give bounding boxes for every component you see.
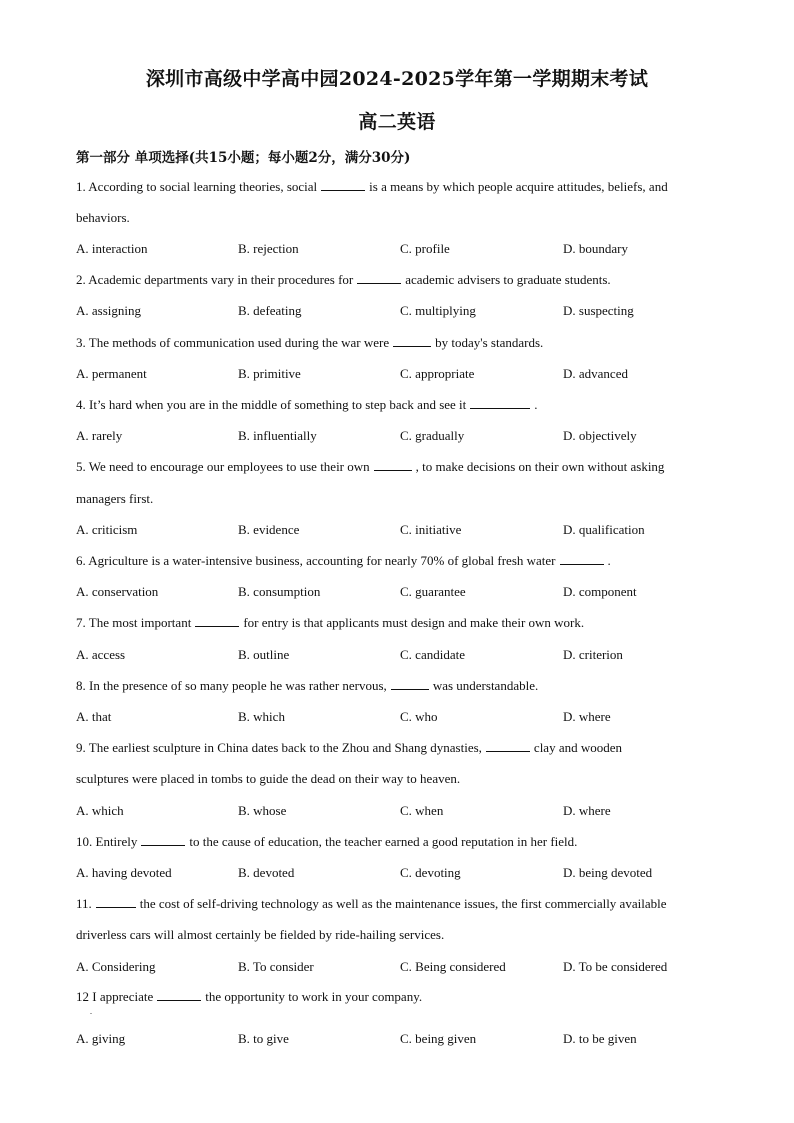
question-line: [76, 927, 726, 943]
question-line: [76, 272, 726, 288]
option-d: D. being devoted: [563, 865, 653, 880]
option-c: C. Being considered: [400, 959, 506, 974]
question-text: to the cause of education, the teacher earned a good reputation in her field.: [189, 834, 578, 849]
option-b: B. consumption: [238, 584, 321, 599]
question-line: [76, 210, 726, 226]
option-row: [76, 1031, 726, 1047]
question-text: academic advisers to graduate students.: [405, 272, 611, 287]
option-d: D. To be considered: [563, 959, 668, 974]
question-text: 11.: [76, 896, 92, 911]
stray-mark: .: [90, 1007, 92, 1016]
option-b: B. evidence: [238, 522, 300, 537]
option-c: C. guarantee: [400, 584, 466, 599]
option-row: [76, 366, 726, 382]
option-a: A. conservation: [76, 584, 159, 599]
question-line: [76, 989, 726, 1005]
option-b: B. outline: [238, 647, 290, 662]
question-text: sculptures were placed in tombs to guide the dead on their way to heaven.: [76, 771, 461, 786]
option-c: C. appropriate: [400, 366, 475, 381]
option-c: C. being given: [400, 1031, 477, 1046]
question-text: 7. The most important: [76, 615, 192, 630]
question-line: [76, 896, 726, 912]
answer-blank: [486, 740, 530, 752]
answer-blank: [321, 179, 365, 191]
question-text: 4. It’s hard when you are in the middle of something to step back and see it: [76, 397, 467, 412]
answer-blank: [374, 459, 412, 471]
question-text: for entry is that applicants must design and make their own work.: [243, 615, 585, 630]
option-a: A. which: [76, 803, 124, 818]
option-d: D. to be given: [563, 1031, 637, 1046]
answer-blank: [141, 834, 185, 846]
question-line: [76, 834, 726, 850]
option-c: C. gradually: [400, 428, 465, 443]
question-line: [76, 771, 726, 787]
answer-blank: [195, 615, 239, 627]
option-c: C. profile: [400, 241, 450, 256]
option-d: D. qualification: [563, 522, 645, 537]
question-text: is a means by which people acquire attitudes, beliefs, and: [369, 179, 668, 194]
option-a: A. having devoted: [76, 865, 172, 880]
exam-subtitle: 高二英语: [358, 111, 436, 133]
option-a: A. giving: [76, 1031, 126, 1046]
option-b: B. primitive: [238, 366, 301, 381]
question-text: driverless cars will almost certainly be fielded by ride-hailing services.: [76, 927, 445, 942]
question-text: 10. Entirely: [76, 834, 138, 849]
question-line: [76, 397, 726, 413]
question-text: 2. Academic departments vary in their procedures for: [76, 272, 354, 287]
option-c: C. devoting: [400, 865, 461, 880]
option-a: A. assigning: [76, 303, 141, 318]
question-text: clay and wooden: [533, 740, 623, 755]
question-text: , to make decisions on their own without asking: [415, 459, 665, 474]
option-c: C. initiative: [400, 522, 462, 537]
option-a: A. criticism: [76, 522, 138, 537]
question-line: [76, 678, 726, 694]
option-d: D. advanced: [563, 366, 628, 381]
answer-blank: [470, 397, 530, 409]
option-row: [76, 959, 726, 975]
option-d: D. suspecting: [563, 303, 634, 318]
question-text: 6. Agriculture is a water-intensive business, accounting for nearly 70% of global fresh water: [76, 553, 556, 568]
question-text: .: [607, 553, 611, 568]
option-d: D. criterion: [563, 647, 623, 662]
answer-blank: [393, 335, 431, 347]
exam-title: 深圳市高级中学高中园2024-2025学年第一学期期末考试: [145, 68, 649, 90]
option-a: A. rarely: [76, 428, 123, 443]
option-a: A. access: [76, 647, 126, 662]
option-a: A. interaction: [76, 241, 148, 256]
option-a: A. Considering: [76, 959, 156, 974]
question-text: managers first.: [76, 491, 154, 506]
question-text: the opportunity to work in your company.: [205, 989, 423, 1004]
question-text: 9. The earliest sculpture in China dates back to the Zhou and Shang dynasties,: [76, 740, 482, 755]
option-d: D. objectively: [563, 428, 637, 443]
answer-blank: [157, 989, 201, 1001]
section-heading: 第一部分 单项选择(共15小题；每小题2分，满分30分): [76, 150, 411, 166]
option-d: D. where: [563, 709, 611, 724]
option-b: B. defeating: [238, 303, 302, 318]
option-d: D. component: [563, 584, 637, 599]
answer-blank: [357, 272, 401, 284]
answer-blank: [391, 678, 429, 690]
question-text: 5. We need to encourage our employees to use their own: [76, 459, 370, 474]
option-d: D. boundary: [563, 241, 628, 256]
option-a: A. permanent: [76, 366, 147, 381]
question-line: [76, 491, 726, 507]
question-text: was understandable.: [432, 678, 539, 693]
question-line: [76, 740, 726, 756]
option-b: B. which: [238, 709, 285, 724]
option-row: [76, 803, 726, 819]
option-c: C. who: [400, 709, 438, 724]
option-row: [76, 522, 726, 538]
option-row: [76, 709, 726, 725]
option-row: [76, 584, 726, 600]
option-c: C. candidate: [400, 647, 465, 662]
question-text: by today's standards.: [435, 335, 544, 350]
option-c: C. when: [400, 803, 444, 818]
option-row: [76, 865, 726, 881]
option-b: B. rejection: [238, 241, 299, 256]
question-line: [76, 553, 726, 569]
option-b: B. influentially: [238, 428, 317, 443]
option-row: [76, 241, 726, 257]
option-row: [76, 303, 726, 319]
option-row: [76, 428, 726, 444]
option-d: D. where: [563, 803, 611, 818]
question-line: [76, 335, 726, 351]
question-line: [76, 615, 726, 631]
option-b: B. whose: [238, 803, 287, 818]
option-row: [76, 647, 726, 663]
question-text: the cost of self-driving technology as well as the maintenance issues, the first commercially available: [139, 896, 667, 911]
question-text: 8. In the presence of so many people he was rather nervous,: [76, 678, 387, 693]
option-a: A. that: [76, 709, 112, 724]
question-text: behaviors.: [76, 210, 130, 225]
option-b: B. devoted: [238, 865, 295, 880]
question-line: [76, 459, 726, 475]
option-c: C. multiplying: [400, 303, 476, 318]
answer-blank: [560, 553, 604, 565]
question-line: [76, 179, 726, 195]
question-text: 12 I appreciate: [76, 989, 154, 1004]
question-text: .: [534, 397, 538, 412]
answer-blank: [96, 896, 136, 908]
option-b: B. To consider: [238, 959, 314, 974]
question-text: 1. According to social learning theories, social: [76, 179, 318, 194]
question-text: 3. The methods of communication used during the war were: [76, 335, 390, 350]
option-b: B. to give: [238, 1031, 289, 1046]
